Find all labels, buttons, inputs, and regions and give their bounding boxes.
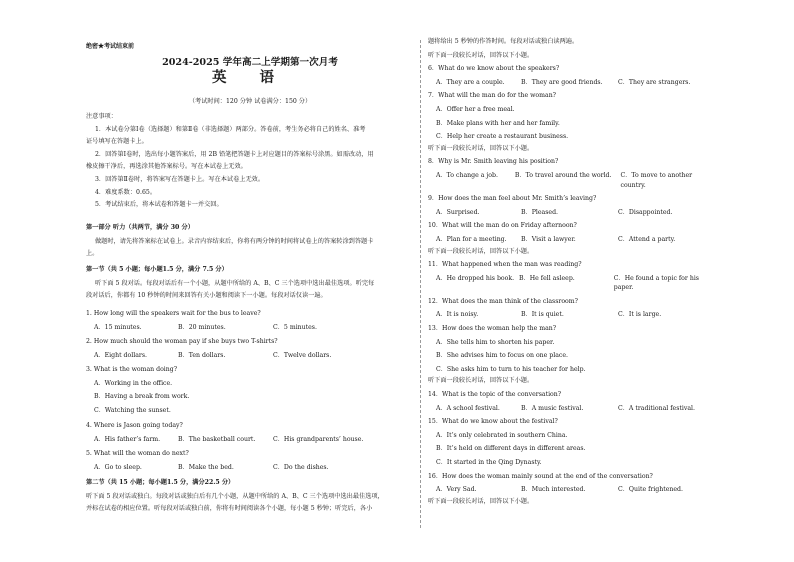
option-b: B．Visit a lawyer. [521, 235, 576, 243]
option-a: A．She tells him to shorten his paper. [436, 338, 555, 346]
notes-heading: 注意事项： [86, 113, 117, 120]
note-item: 2．回答第Ⅰ卷时，选出每小题答案后，用 2B 铅笔把答题卡上对应题目的答案标号涂黑。如需改动，用 [95, 150, 374, 158]
listen-instruction: 听下面一段较长对话，回答以下小题。 [428, 144, 534, 152]
question-text: 11．What happened when the man was reading? [428, 261, 582, 269]
question-12 [428, 297, 718, 320]
option-a: A．He dropped his book. [436, 274, 515, 282]
option-b: B．It is quiet. [521, 311, 564, 319]
question-11 [428, 260, 718, 293]
option-b: B．A music festival. [521, 404, 584, 412]
question-16 [428, 472, 718, 495]
option-c: C．Watching the sunset. [94, 406, 171, 414]
option-c: C．Disappointed. [618, 208, 673, 216]
option-b: B．Make plans with her and her family. [436, 119, 560, 127]
section2-heading: 第二节（共 15 小题；每小题1.5 分，满分22.5 分） [86, 479, 235, 486]
option-a: A．Working in the office. [94, 379, 173, 387]
question-9 [428, 194, 718, 217]
section2-intro-cont: 题将给出 5 秒钟的作答时间。每段对话或独白读两遍。 [428, 38, 579, 45]
option-c: C．Do the dishes. [273, 463, 329, 471]
option-a: A．His father’s farm. [94, 435, 161, 443]
option-b: B．Make the bed. [178, 463, 234, 471]
question-2 [86, 337, 414, 360]
option-a: A．It’s only celebrated in southern China. [436, 431, 568, 439]
option-c: C．It is large. [618, 311, 662, 319]
question-13 [428, 324, 718, 374]
option-a: A．Go to sleep. [94, 463, 142, 471]
option-a: A．Eight dollars. [94, 351, 147, 359]
question-text: 2. How much should the woman pay if she buys two T-shirts? [86, 338, 278, 345]
question-text: 12．What does the man think of the classroom? [428, 297, 578, 305]
section1 [86, 265, 414, 301]
option-b: B．Much interested. [521, 486, 586, 494]
section1-intro: 听下面 5 段对话。每段对话后有一个小题，从题中所给的 A、B、C 三个选项中选出最佳选项。听完每 [95, 279, 375, 287]
question-1 [86, 309, 414, 332]
option-c: C．A traditional festival. [618, 404, 695, 412]
option-a: A．Plan for a meeting. [436, 235, 507, 243]
option-c: C．Quite frightened. [618, 486, 683, 494]
listen-instruction: 听下面一段较长对话，回答以下小题。 [428, 51, 534, 59]
secret-mark: 绝密★考试结束前 [86, 43, 135, 50]
question-text: 9．How does the man feel about Mr. Smith’s leaving? [428, 195, 597, 203]
option-b: B．She advises him to focus on one place. [436, 352, 569, 360]
option-c: C．They are strangers. [618, 78, 691, 86]
note-item: 4．难度系数：0.65。 [95, 188, 157, 196]
question-5 [86, 449, 414, 472]
question-text: 4. Where is Jason going today? [86, 422, 183, 429]
section1-heading: 第一节（共 5 小题；每小题1.5 分，满分 7.5 分） [86, 266, 228, 273]
option-a: A．Surprised. [436, 208, 480, 216]
option-b: B．To travel around the world. [514, 171, 612, 179]
option-a: A．Offer her a free meal. [436, 105, 515, 113]
option-b: B．Pleased. [521, 208, 558, 216]
question-text: 6．What do we know about the speakers? [428, 65, 560, 73]
exam-info: （考试时间：120 分钟 试卷满分：150 分） [188, 98, 312, 105]
option-c: C．Twelve dollars. [273, 351, 332, 359]
option-c: C．Help her create a restaurant business. [436, 133, 569, 141]
option-c: C．He found a topic for his paper. [613, 274, 699, 292]
option-a: A．15 minutes. [94, 323, 142, 331]
question-text: 8．Why is Mr. Smith leaving his position? [428, 158, 559, 166]
exam-title: 2024-2025 学年高二上学期第一次月考 [162, 57, 338, 68]
question-text: 13．How does the woman help the man? [428, 325, 557, 333]
note-item: 1．本试卷分第Ⅰ卷（选择题）和第Ⅱ卷（非选择题）两部分。答卷前，考生务必将自己的姓名、准考 [95, 125, 366, 133]
subject-title: 英 语 [211, 69, 289, 86]
option-c: C．His grandparents’ house. [273, 435, 364, 443]
question-4 [86, 421, 414, 444]
part1-intro: 做题时，请先将答案标在试卷上。录音内容结束后，你将有两分钟的时间将试卷上的答案转涂到答题卡 [95, 237, 374, 245]
section2-intro: 并标在试卷的相应位置。听每段对话或独白前，你将有时间阅读各个小题，每小题 5 秒钟；听完后，各小 [86, 505, 373, 513]
listen-instruction: 听下面一段较长对话，回答以下小题。 [428, 247, 534, 255]
note-item: 橡皮擦干净后，再选涂其他答案标号。写在本试卷上无效。 [86, 163, 247, 171]
section1-intro: 段对话后，你都有 10 秒钟的时间来回答有关小题和阅读下一小题。每段对话仅读一遍。 [86, 292, 327, 300]
question-8 [428, 157, 718, 190]
option-a: A．It is noisy. [436, 311, 479, 319]
note-item: 证号填写在答题卡上。 [86, 138, 148, 146]
option-b: B．He fell asleep. [519, 274, 575, 282]
note-item: 3．回答第Ⅱ卷时，将答案写在答题卡上。写在本试卷上无效。 [95, 175, 265, 183]
option-b: B．It’s held on different days in different areas. [436, 445, 586, 453]
part1-section [86, 223, 414, 259]
question-15 [428, 417, 718, 467]
option-b: B．Having a break from work. [94, 393, 190, 401]
option-b: B．20 minutes. [178, 323, 226, 331]
part1-intro: 上。 [86, 250, 99, 258]
option-c: C．5 minutes. [273, 323, 317, 331]
question-text: 7．What will the man do for the woman? [428, 92, 556, 100]
question-7 [428, 91, 718, 141]
question-text: 16．How does the woman mainly sound at the end of the conversation? [428, 472, 653, 480]
note-item: 5．考试结束后，将本试卷和答题卡一并交回。 [95, 201, 223, 209]
listen-instruction: 听下面一段较长对话，回答以下小题。 [428, 497, 534, 505]
question-text: 1. How long will the speakers wait for the bus to leave? [86, 310, 261, 317]
option-c: C．She asks him to turn to his teacher for help. [436, 365, 586, 373]
question-14 [428, 390, 718, 413]
listen-instruction: 听下面一段较长对话，回答以下小题。 [428, 377, 534, 385]
option-c: C．To move to another country. [620, 171, 693, 189]
question-text: 14．What is the topic of the conversation? [428, 391, 562, 399]
option-c: C．It started in the Qing Dynasty. [436, 459, 542, 466]
option-a: A．They are a couple. [436, 78, 505, 86]
notes-section [86, 112, 414, 210]
column-divider [420, 40, 421, 528]
option-b: B．Ten dollars. [178, 351, 226, 359]
question-text: 5. What will the woman do next? [86, 450, 189, 457]
part1-heading: 第一部分 听力（共两节，满分 30 分） [86, 224, 194, 231]
option-a: A．Very Sad. [436, 486, 477, 494]
option-b: B．The basketball court. [178, 435, 256, 443]
question-6 [428, 64, 718, 87]
option-b: B．They are good friends. [521, 78, 603, 86]
question-text: 3. What is the woman doing? [86, 366, 178, 373]
right-column [428, 37, 718, 506]
question-10 [428, 221, 718, 244]
question-3 [86, 365, 414, 415]
question-text: 15．What do we know about the festival? [428, 418, 558, 426]
question-text: 10．What will the man do on Friday afternoon? [428, 222, 577, 230]
option-a: A．A school festival. [436, 404, 500, 412]
option-a: A．To change a job. [436, 171, 498, 179]
section2-intro: 听下面 5 段对话或独白。每段对话或独白后有几个小题，从题中所给的 A、B、C 三个选项中选出最佳选项， [86, 492, 384, 500]
option-c: C．Attend a party. [618, 235, 676, 243]
section2 [86, 478, 414, 514]
